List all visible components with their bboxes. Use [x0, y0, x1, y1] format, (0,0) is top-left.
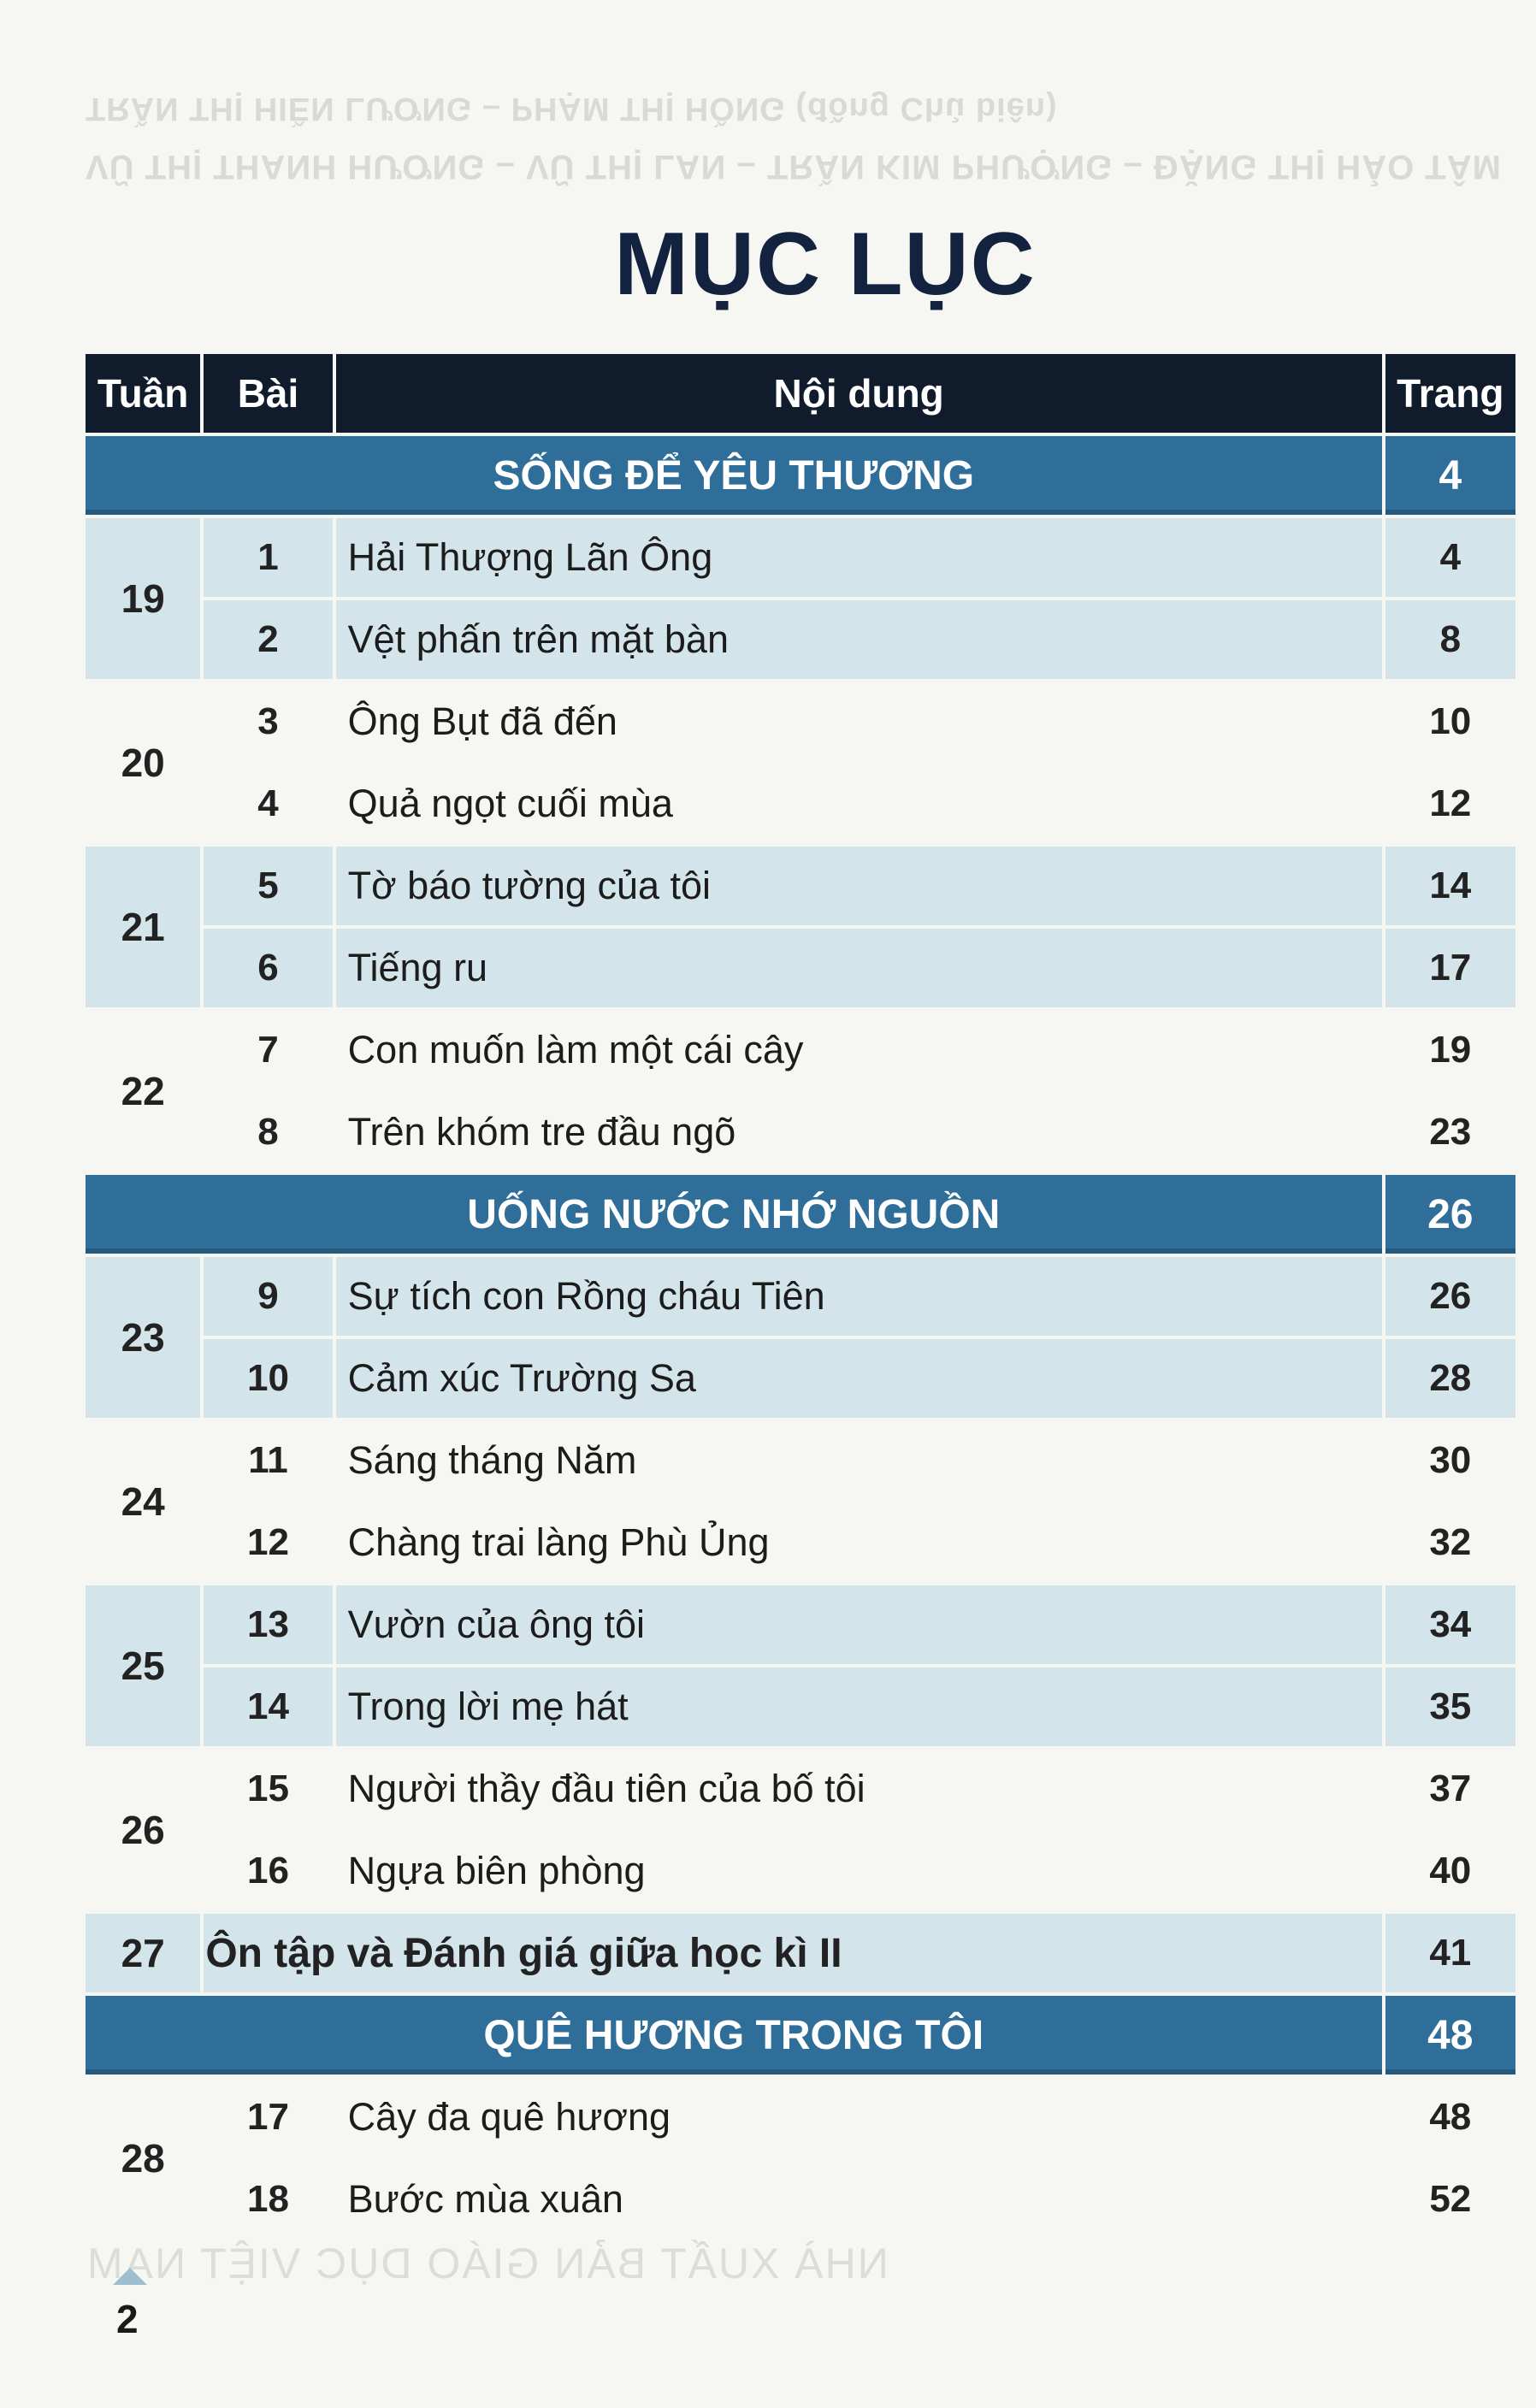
lesson-number: 3: [204, 682, 332, 761]
lesson-number: 11: [204, 1421, 332, 1500]
table-header-row: [86, 354, 1515, 433]
lesson-title: Hải Thượng Lãn Ông: [336, 518, 1382, 597]
lesson-title: Cây đa quê hương: [336, 2078, 1382, 2157]
lesson-page: 4: [1385, 518, 1515, 597]
lesson-number: 15: [204, 1750, 332, 1828]
lesson-row: [86, 1750, 1515, 1828]
lesson-title: Trên khóm tre đầu ngõ: [336, 1093, 1382, 1172]
section-title: SỐNG ĐỂ YÊU THƯƠNG: [86, 436, 1382, 515]
lesson-row: [86, 2160, 1515, 2239]
lesson-title: Người thầy đầu tiên của bố tôi: [336, 1750, 1382, 1828]
lesson-number: 9: [204, 1257, 332, 1336]
lesson-page: 34: [1385, 1585, 1515, 1664]
lesson-title: Vệt phấn trên mặt bàn: [336, 600, 1382, 679]
lesson-title: Sự tích con Rồng cháu Tiên: [336, 1257, 1382, 1336]
ghost-authors-line-1: TRẦN THỊ HIỀN LƯƠNG – PHẠM THỊ HỒNG (đồng Chủ biên): [86, 91, 1058, 127]
lesson-number: 5: [204, 847, 332, 925]
review-title: Ôn tập và Đánh giá giữa học kì II: [204, 1914, 1381, 1992]
section-page: 48: [1385, 1996, 1515, 2075]
lesson-row: [86, 764, 1515, 843]
week-number: 20: [86, 682, 200, 843]
lesson-row: [86, 1503, 1515, 1582]
lesson-title: Trong lời mẹ hát: [336, 1667, 1382, 1746]
lesson-row: [86, 1585, 1515, 1664]
lesson-row: [86, 1093, 1515, 1172]
lesson-number: 6: [204, 929, 332, 1007]
week-number: 25: [86, 1585, 200, 1746]
ghost-publisher: NHÀ XUẤT BẢN GIÁO DỤC VIỆT NAM: [86, 2240, 889, 2287]
section-row: [86, 436, 1515, 515]
lesson-number: 4: [204, 764, 332, 843]
lesson-title: Tờ báo tường của tôi: [336, 847, 1382, 925]
section-title: UỐNG NƯỚC NHỚ NGUỒN: [86, 1175, 1382, 1254]
page-number: 2: [116, 2297, 139, 2341]
lesson-page: 12: [1385, 764, 1515, 843]
lesson-page: 48: [1385, 2078, 1515, 2157]
lesson-number: 8: [204, 1093, 332, 1172]
lesson-row: [86, 2078, 1515, 2157]
lesson-page: 52: [1385, 2160, 1515, 2239]
header-week: Tuần: [86, 354, 200, 433]
week-number: 19: [86, 518, 200, 679]
lesson-page: 35: [1385, 1667, 1515, 1746]
lesson-row: [86, 847, 1515, 925]
week-number: 28: [86, 2078, 200, 2239]
lesson-title: Vườn của ông tôi: [336, 1585, 1382, 1664]
lesson-number: 17: [204, 2078, 332, 2157]
section-title: QUÊ HƯƠNG TRONG TÔI: [86, 1996, 1382, 2075]
lesson-title: Tiếng ru: [336, 929, 1382, 1007]
corner-triangle-icon: [113, 2268, 147, 2285]
lesson-number: 14: [204, 1667, 332, 1746]
lesson-title: Con muốn làm một cái cây: [336, 1011, 1382, 1089]
lesson-page: 30: [1385, 1421, 1515, 1500]
lesson-number: 18: [204, 2160, 332, 2239]
lesson-row: [86, 600, 1515, 679]
lesson-page: 23: [1385, 1093, 1515, 1172]
lesson-row: [86, 682, 1515, 761]
review-row: [86, 1914, 1515, 1992]
section-row: [86, 1996, 1515, 2075]
week-number: 24: [86, 1421, 200, 1582]
section-row: [86, 1175, 1515, 1254]
lesson-title: Ông Bụt đã đến: [336, 682, 1382, 761]
lesson-page: 26: [1385, 1257, 1515, 1336]
toc-body: [86, 436, 1515, 2239]
week-number: 26: [86, 1750, 200, 1910]
lesson-page: 14: [1385, 847, 1515, 925]
lesson-row: [86, 1339, 1515, 1418]
lesson-page: 28: [1385, 1339, 1515, 1418]
review-page: 41: [1385, 1914, 1515, 1992]
lesson-row: [86, 1667, 1515, 1746]
lesson-page: 19: [1385, 1011, 1515, 1089]
lesson-row: [86, 1011, 1515, 1089]
lesson-number: 16: [204, 1832, 332, 1910]
lesson-title: Bước mùa xuân: [336, 2160, 1382, 2239]
header-content: Nội dung: [336, 354, 1382, 433]
lesson-number: 1: [204, 518, 332, 597]
lesson-title: Sáng tháng Năm: [336, 1421, 1382, 1500]
ghost-authors-line-2: VŨ THỊ THANH HƯƠNG – VŨ THỊ LAN – TRẦN KIM PHƯỢNG – ĐẶNG THỊ HẢO TÂM: [86, 148, 1502, 186]
lesson-page: 37: [1385, 1750, 1515, 1828]
lesson-number: 10: [204, 1339, 332, 1418]
section-page: 26: [1385, 1175, 1515, 1254]
lesson-number: 13: [204, 1585, 332, 1664]
lesson-row: [86, 518, 1515, 597]
lesson-page: 32: [1385, 1503, 1515, 1582]
week-number: 23: [86, 1257, 200, 1418]
section-page: 4: [1385, 436, 1515, 515]
lesson-page: 40: [1385, 1832, 1515, 1910]
lesson-row: [86, 1257, 1515, 1336]
week-number: 27: [86, 1914, 200, 1992]
lesson-row: [86, 1421, 1515, 1500]
page-title: MỤC LỤC: [614, 215, 1037, 314]
lesson-number: 2: [204, 600, 332, 679]
lesson-page: 17: [1385, 929, 1515, 1007]
week-number: 22: [86, 1011, 200, 1172]
lesson-number: 7: [204, 1011, 332, 1089]
lesson-title: Chàng trai làng Phù Ủng: [336, 1503, 1382, 1582]
lesson-title: Quả ngọt cuối mùa: [336, 764, 1382, 843]
lesson-row: [86, 929, 1515, 1007]
lesson-row: [86, 1832, 1515, 1910]
lesson-page: 10: [1385, 682, 1515, 761]
lesson-page: 8: [1385, 600, 1515, 679]
header-page: Trang: [1385, 354, 1515, 433]
week-number: 21: [86, 847, 200, 1007]
lesson-title: Cảm xúc Trường Sa: [336, 1339, 1382, 1418]
lesson-title: Ngựa biên phòng: [336, 1832, 1382, 1910]
table-of-contents: [82, 351, 1519, 2242]
lesson-number: 12: [204, 1503, 332, 1582]
header-lesson: Bài: [204, 354, 332, 433]
